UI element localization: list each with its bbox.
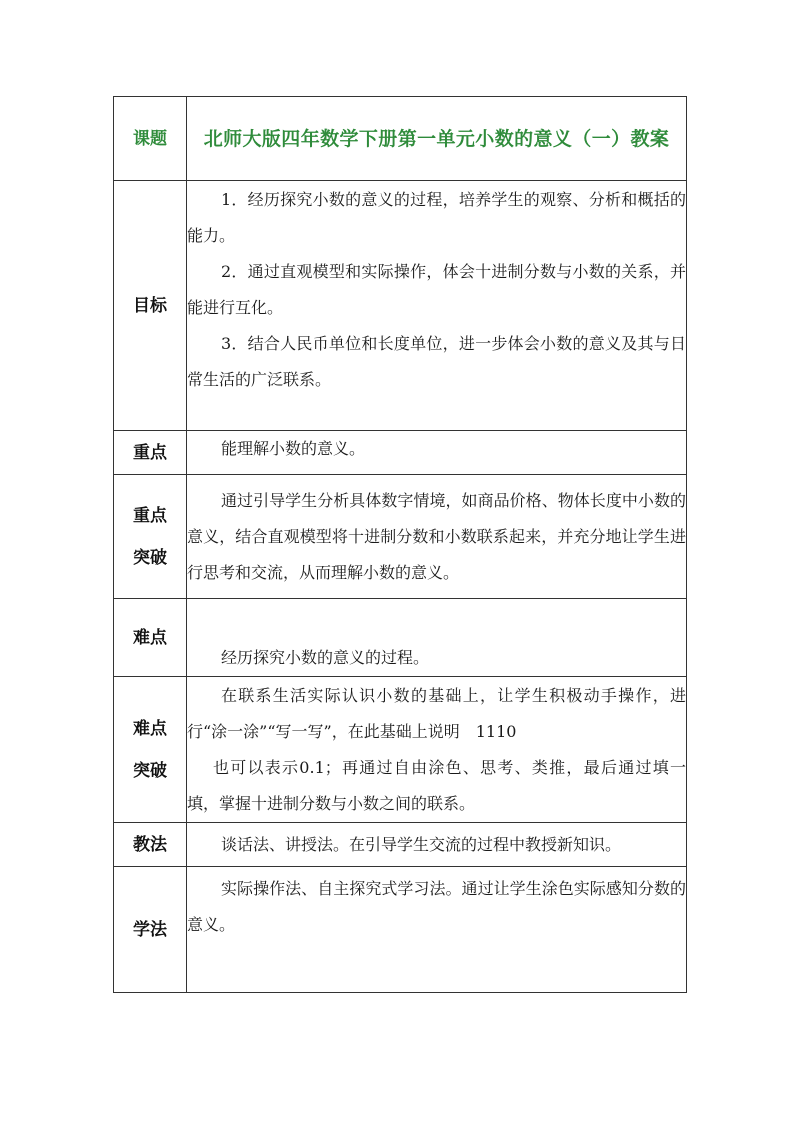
row-difficulty (114, 599, 687, 677)
key-point-text: 能理解小数的意义。 (221, 439, 366, 458)
difficulty-breakthrough-label-line2: 突破 (133, 760, 167, 781)
goals-label: 目标 (114, 181, 187, 431)
row-goals (114, 181, 687, 431)
key-breakthrough-text: 通过引导学生分析具体数字情境，如商品价格、物体长度中小数的意义，结合直观模型将十进制分数和小数联系起来，并充分地让学生进行思考和交流，从而理解小数的意义。 (187, 490, 686, 582)
row-topic (114, 97, 687, 181)
row-difficulty-breakthrough (114, 677, 687, 823)
key-breakthrough-label-line2: 突破 (133, 547, 167, 568)
difficulty-breakthrough-label-line1: 难点 (133, 718, 167, 739)
difficulty-label: 难点 (114, 599, 187, 677)
topic-label: 课题 (114, 97, 187, 181)
key-breakthrough-label-line1: 重点 (133, 505, 167, 526)
goal-item-3: 3．结合人民币单位和长度单位，进一步体会小数的意义及其与日常生活的广泛联系。 (187, 334, 686, 389)
difficulty-breakthrough-content (187, 677, 687, 823)
goal-item-1: 1．经历探究小数的意义的过程，培养学生的观察、分析和概括的能力。 (187, 190, 686, 245)
key-breakthrough-label (114, 475, 187, 599)
goal-item-2: 2．通过直观模型和实际操作，体会十进制分数与小数的关系，并能进行互化。 (187, 262, 686, 317)
row-teaching-method (114, 823, 687, 867)
difficulty-breakthrough-text-2: 也可以表示0.1；再通过自由涂色、思考、类推，最后通过填一填，掌握十进制分数与小数之间的联系。 (187, 757, 686, 813)
learning-method-text: 实际操作法、自主探究式学习法。通过让学生涂色实际感知分数的意义。 (187, 879, 686, 934)
key-point-label: 重点 (114, 431, 187, 475)
key-breakthrough-content (187, 475, 687, 599)
difficulty-content (187, 599, 687, 677)
goals-content (187, 181, 687, 431)
lesson-title: 北师大版四年数学下册第一单元小数的意义（一）教案 (187, 97, 687, 181)
difficulty-breakthrough-text-1: 在联系生活实际认识小数的基础上，让学生积极动手操作，进行“涂一涂”“写一写”，在此基础上说明 1110 (187, 685, 686, 741)
row-key-breakthrough (114, 475, 687, 599)
row-learning-method (114, 867, 687, 993)
teaching-method-content (187, 823, 687, 867)
teaching-method-label: 教法 (114, 823, 187, 867)
difficulty-breakthrough-label (114, 677, 187, 823)
row-key-point (114, 431, 687, 475)
teaching-method-text: 谈话法、讲授法。在引导学生交流的过程中教授新知识。 (221, 834, 622, 854)
key-point-content (187, 431, 687, 475)
learning-method-content (187, 867, 687, 993)
difficulty-text: 经历探究小数的意义的过程。 (221, 648, 430, 667)
lesson-plan-table (113, 96, 687, 993)
learning-method-label: 学法 (114, 867, 187, 993)
